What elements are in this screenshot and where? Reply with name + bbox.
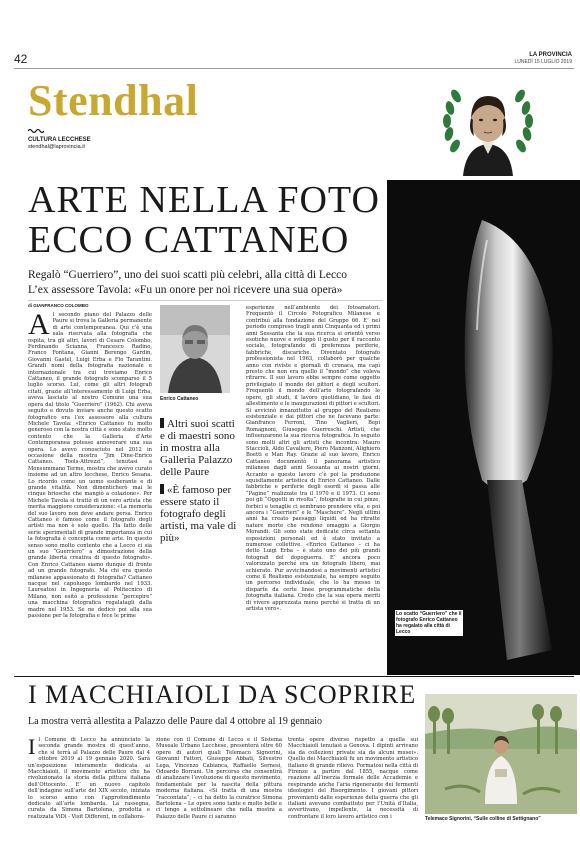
article2-column-3: [288, 737, 418, 845]
article2-column-1-text: l Comune di Lecco ha annunciato la seconda grande mostra di quest’anno, che si terrà al Palazzo delle Paure dal 4 ottobre 2019 al 19 gennaio 2020. Sarà un’esposizione interamente dedicata ai Macchiaioli, il movimento artistico che ha rivoluzionato la storia della pittura italiana dell’Ottocento. E’ un nuovo capitolo dell’indagine sull’arte del XIX secolo, iniziata lo scorso anno con l’approfondimento dedicato all’arte lombarda. La rassegna, curata da Simona Bartolena, prodotta e realizzata ViDi - Visit Different, in collabora-: [28, 737, 150, 820]
paper-masthead: [514, 52, 572, 66]
article2-dropcap: I: [28, 737, 36, 759]
pull-quote-2: [160, 484, 240, 544]
pull-quote-1-text: Altri suoi scatti e di maestri sono in mostra alla Galleria Palazzo delle Paure: [160, 418, 235, 478]
stendhal-portrait: [438, 76, 538, 176]
deck-line-1: Regalò “Guerriero”, uno dei suoi scatti più celebri, alla città di Lecco: [28, 269, 347, 281]
painting-caption: Telemaco Signorini, “Sulle colline di Settignano”: [425, 816, 541, 822]
big-photo-caption: Lo scatto “Guerriero” che il fotografo Enrico Cattaneo ha regalato alla città di Lecco: [396, 611, 462, 635]
section-subtitle: [28, 137, 91, 151]
dropcap: A: [28, 312, 50, 341]
article2-column-2: [156, 737, 282, 845]
article-column-1: [28, 312, 152, 647]
cattaneo-photo: [160, 305, 230, 393]
quote-bar: [160, 418, 164, 428]
article2-headline: I MACCHIAIOLI DA SCOPRIRE: [28, 680, 417, 709]
article2-column-1: [28, 737, 150, 845]
article-deck: [28, 268, 383, 298]
guerriero-image: [387, 180, 580, 675]
pull-quote-1: [160, 418, 240, 478]
section-email: stendhal@laprovincia.it: [28, 144, 85, 150]
article-column-3: [246, 305, 380, 647]
quote-bar: [160, 484, 164, 494]
section-name: CULTURA LECCHESE: [28, 137, 91, 143]
article2-deck: La mostra verrà allestita a Palazzo delle Paure dal 4 ottobre al 19 gennaio: [28, 716, 323, 727]
deck-line-2: L’ex assessore Tavola: «Fu un onore per noi ricevere una sua opera»: [28, 284, 343, 296]
signorini-painting: [425, 694, 577, 814]
section-title: Stendhal: [28, 76, 199, 125]
guerriero-photo: [387, 180, 580, 675]
paper-name: LA PROVINCIA: [529, 52, 572, 58]
paper-date: LUNEDÌ 15 LUGLIO 2019: [514, 59, 572, 65]
article-divider: [14, 676, 574, 677]
header-rule: [14, 68, 574, 69]
byline: di GIANFRANCO COLOMBO: [28, 303, 89, 308]
wave-icon: [28, 128, 44, 134]
article2-column-3-text: trenta opere diverse rispetto a quella sui Macchiaioli tenutasi a Genova. I dipinti arrivano sia da collezioni private sia da alcuni musei». Quello dei Macchiaioli fu un movimento artistico italiano di grande rilievo. Formatosi nella città di Firenze a partire dal 1855, nacque come reazione all’inerzia formale delle Accademie e respirando anche l’aria rigenerante dei fermenti ideologici del Risorgimento. I giovani pittori provenienti dalle esperienze della guerra che gli italiani avevano combattuto per l’Unità d’Italia, avvertivano, impellente, la necessità di confrontare il loro lavoro artistico con i: [288, 737, 418, 820]
article-headline: [28, 180, 388, 260]
pull-quote-2-text: «È famoso per essere stato il fotografo degli artisti, ma vale di più»: [160, 484, 237, 544]
page-number: 42: [14, 52, 28, 66]
headline-line-1: ARTE NELLA FOTO: [28, 179, 380, 221]
column-3-text: esperienze nell’ambiente dei fotoamatori. Frequentò il Circolo Fotografico Milanese e contribuì alla fondazione del Gruppo 66. E’ nel periodo compreso tragli anni Cinquanta ed i primi anni Sessanta che la sua ricerca si orientò verso esotiche nuove e sviluppò il gusto per il racconto sociale, fotografando di preferenza periferie, fabbriche, discariche. Diventato fotografo professionista nel 1963, collaborò per qualche anno con riviste e giornali di cronaca, ma capì presto che non era quello il “mondo” che voleva ritrarre. Il suo lavoro ebbe sempre come oggetto privilegiato il mondo dei pittori e degli scultori. Frequentò il mondo dell’arte fotografando le opere, gli studi, il lavoro quotidiano, le fasi di allestimento e le inaugurazioni di pittori e scultori. Si avvicinò innanzitutto al gruppo del Realismo esistenziale e dai pittori che ne facevano parte: Gianfranco Ferroni, Tino Vaglieri, Bepi Romagnoni, Giuseppe Guerreschi. Artisti, che influenzarono la sua ricerca fotografica. In seguito sono molti altri gli artisti che incontra: Mauro Staccioli, Aldo Cavaliere, Piero Manzoni, Alighiero Boetti e Man Ray. Grazie al suo lavoro, Enrico Cattaneo documentò il panorama artistico milanese dagli anni Sessanta ai nostri giorni. Accanto a questo lavoro c’è poi la produzione squisitamente artistica di Enrico Cattaneo. Dalle fabbriche e periferie degli esordi si passa alle “Pagine” realizzate tra il 1970 e il 1973. Ci sono poi gli “Oggetti in rivolta”, fotografie in cui pinze, forbici e tenaglie ci sembrano prendere vita, e poi ancora i “Guerrieri” e le “Maschere”. Negli ultimi anni ha creato paesaggi liquidi ed ha ritratte nature morte che rendono omaggio a Giorgio Morandi. Gli sono state dedicate circa settanta esposizioni personali ed è stato invitato a numerose collettive. «Enrico Cattaneo – ci ha detto Luigi Erba – è stato uno dei più grandi fotografi del dopoguerra. E’ ancora poco valorizzato perché era un fotografo libero, mai schierato. Pur avvicinandosi a movimenti artistici come il Realismo esistenziale, ha sempre seguito un percorso individuale, che lo ha messo in disparte da certe linee programmatiche della fotografia italiana. Credo che la sua opera meriti di vivere apprezzata meno perché si tratta di un artista vero».: [246, 305, 380, 613]
photo-caption: Enrico Cattaneo: [160, 396, 199, 402]
column-1-text: l secondo piano del Palazzo delle Paure si trova la Galleria permanente di arte contemporanea. Qui c’è una sala riservata alla fotografia che ospita, tra gli altri, lavori di Cesare Colombo, Ferdinando Scianna, Francesco Radino, Franco Fontana, Gianni Berengo Gardin, Giovanni Gastel, Luigi Erba e Flo Tarantini. Grandi nomi della fotografia nazionale e internazionale tra cui troviamo Enrico Cattaneo, il grande fotografo scomparso il 5 luglio scorso. Lui, come gli altri fotografi citati, grazie all’interessamento di Luigi Erba, aveva lasciato al nostro Comune una sua opera dal titolo “Guerriero” (1962). Chi aveva seguito e dovuto inviare anche questo scatto fotografico era l’ex assessore alla cultura Michele Tavola: «Enrico Cattaneo fu molto generoso con la nostra città e sono stato molto contento che la Galleria d’Arte Contemporanea potesse annoverare una sua opera. Lo avevo conosciuto nel 2012 in occasione della mostra “Jim Dine-Enrico Cattaneo. Tools-Attrezzi”, tenutasi a Monsummano Terme, mostra che avevo curato insieme ad un altro lecchese, Enrico Sesana. Lo ricordo come un uomo esuberante e di grande vitalità. Non dimenticherò mai le cinque briosche che mangiò a colazione». Per Michele Tavola si trattò di un vero artista che merita maggiore considerazione: «La memoria del suo lavoro non deve andare persa. Enrico Cattaneo è famoso come il fotografo degli artisti ma non è solo quello. Ha fatto delle serie sperimentali di grande importanza in cui la fotografia è concepita come arte. In questo senso sono molto contento che a Lecco ci sia un suo “Guerriero” a dimostrazione della grande libertà creativa di questo fotografo». Con Enrico Cattaneo siamo dunque di fronte ad un grande fotografo. Ma chi era questo milanese appassionato di fotografia? Cattaneo nacque nel capoluogo lombardo nel 1933. Laureatosi in Ingegneria al Politecnico di Milano, non esitò a professione “percepire” una macchina fotografica regalatagli dalla madre nel 1953. Se ne dedicò poi alla sua passione per la fotografia e fece le prime: [28, 312, 152, 620]
article2-column-2-text: zione con il Comune di Lecco e il Sistema Museale Urbano Lecchese, presenterà oltre 60 opere di autori quali Telemaco Signorini, Giovanni Fattori, Giuseppe Abbati, Silvestro Lega, Vincenzo Cabianca, Raffaello Sernesi, Odoardo Borrani. Un percorso che consentirà di analizzare l’evoluzione di questo movimento, fondamentale per la nascita della pittura moderna italiana. «Si tratta di una mostra “raccontata”, – ci ha detto la curatrice Simona Bartolena – Le opere sono tante e molto belle e ci tengo a sottolineare che nella mostra a Palazzo delle Paure ci saranno: [156, 737, 282, 820]
headline-line-2: ECCO CATTANEO: [28, 219, 350, 261]
deck-rule: [28, 300, 383, 301]
